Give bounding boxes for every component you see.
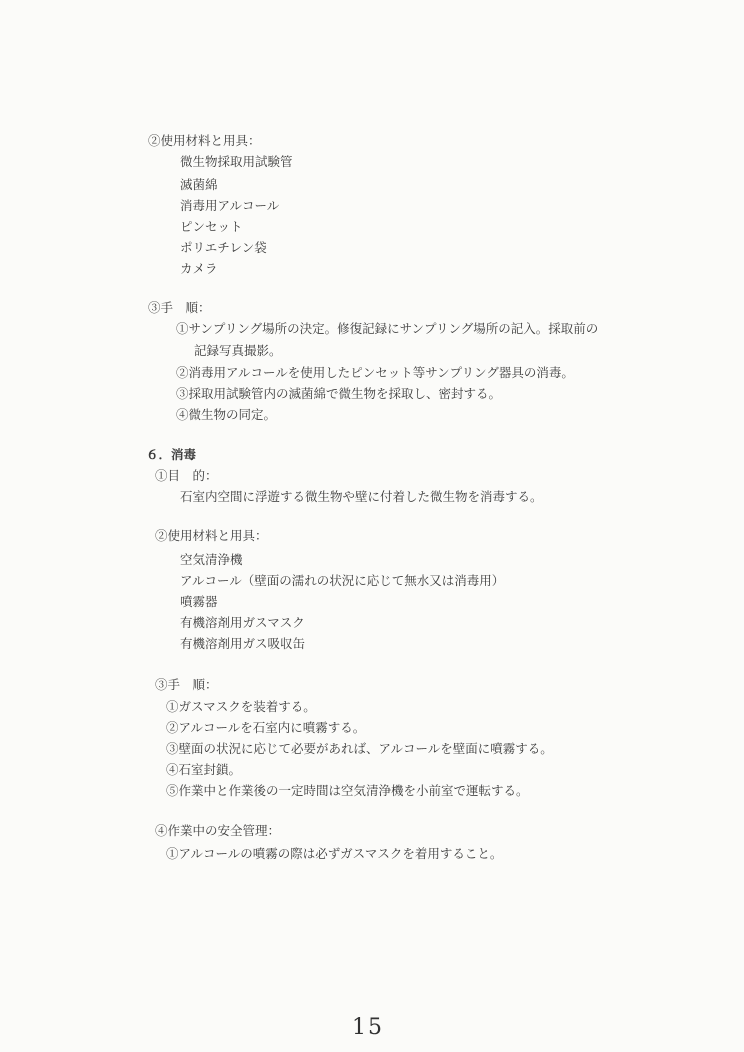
materials-heading: ②使用材料と用具：	[148, 133, 261, 148]
materials-item: ピンセット	[180, 219, 243, 234]
procedure-step: ④石室封鎖。	[166, 762, 242, 777]
section-heading: ６．消毒	[146, 447, 197, 462]
materials-item: 微生物採取用試験管	[180, 154, 293, 169]
materials-item: 消毒用アルコール	[180, 198, 280, 213]
page-number: 15	[352, 1015, 384, 1040]
procedure-heading: ③手 順：	[155, 677, 218, 692]
procedure-step-continuation: 記録写真撮影。	[194, 343, 282, 358]
materials-item: 空気清浄機	[180, 552, 243, 567]
procedure-step: ④微生物の同定。	[176, 407, 277, 422]
materials-item: 滅菌綿	[180, 177, 218, 192]
purpose-text: 石室内空間に浮遊する微生物や壁に付着した微生物を消毒する。	[180, 489, 543, 504]
procedure-step: ③壁面の状況に応じて必要があれば、アルコールを壁面に噴霧する。	[166, 741, 553, 756]
procedure-step: ③採取用試験管内の滅菌綿で微生物を採取し、密封する。	[176, 386, 502, 401]
materials-item: 噴霧器	[180, 594, 218, 609]
materials-heading: ②使用材料と用具：	[155, 528, 268, 543]
materials-item: ポリエチレン袋	[180, 240, 267, 255]
safety-item: ①アルコールの噴霧の際は必ずガスマスクを着用すること。	[166, 846, 503, 861]
safety-heading: ④作業中の安全管理：	[155, 823, 281, 838]
procedure-step: ①サンプリング場所の決定。修復記録にサンプリング場所の記入。採取前の	[176, 321, 599, 336]
materials-item: 有機溶剤用ガスマスク	[180, 615, 305, 630]
purpose-heading: ①目 的：	[155, 468, 218, 483]
procedure-step: ②消毒用アルコールを使用したピンセット等サンプリング器具の消毒。	[176, 365, 574, 380]
procedure-step: ①ガスマスクを装着する。	[166, 699, 316, 714]
procedure-step: ⑤作業中と作業後の一定時間は空気清浄機を小前室で運転する。	[166, 783, 529, 798]
procedure-heading: ③手 順：	[148, 300, 211, 315]
materials-item: カメラ	[180, 261, 218, 276]
materials-item: 有機溶剤用ガス吸収缶	[180, 636, 306, 651]
materials-item: アルコール（壁面の濡れの状況に応じて無水又は消毒用）	[180, 573, 505, 588]
procedure-step: ②アルコールを石室内に噴霧する。	[166, 720, 366, 735]
